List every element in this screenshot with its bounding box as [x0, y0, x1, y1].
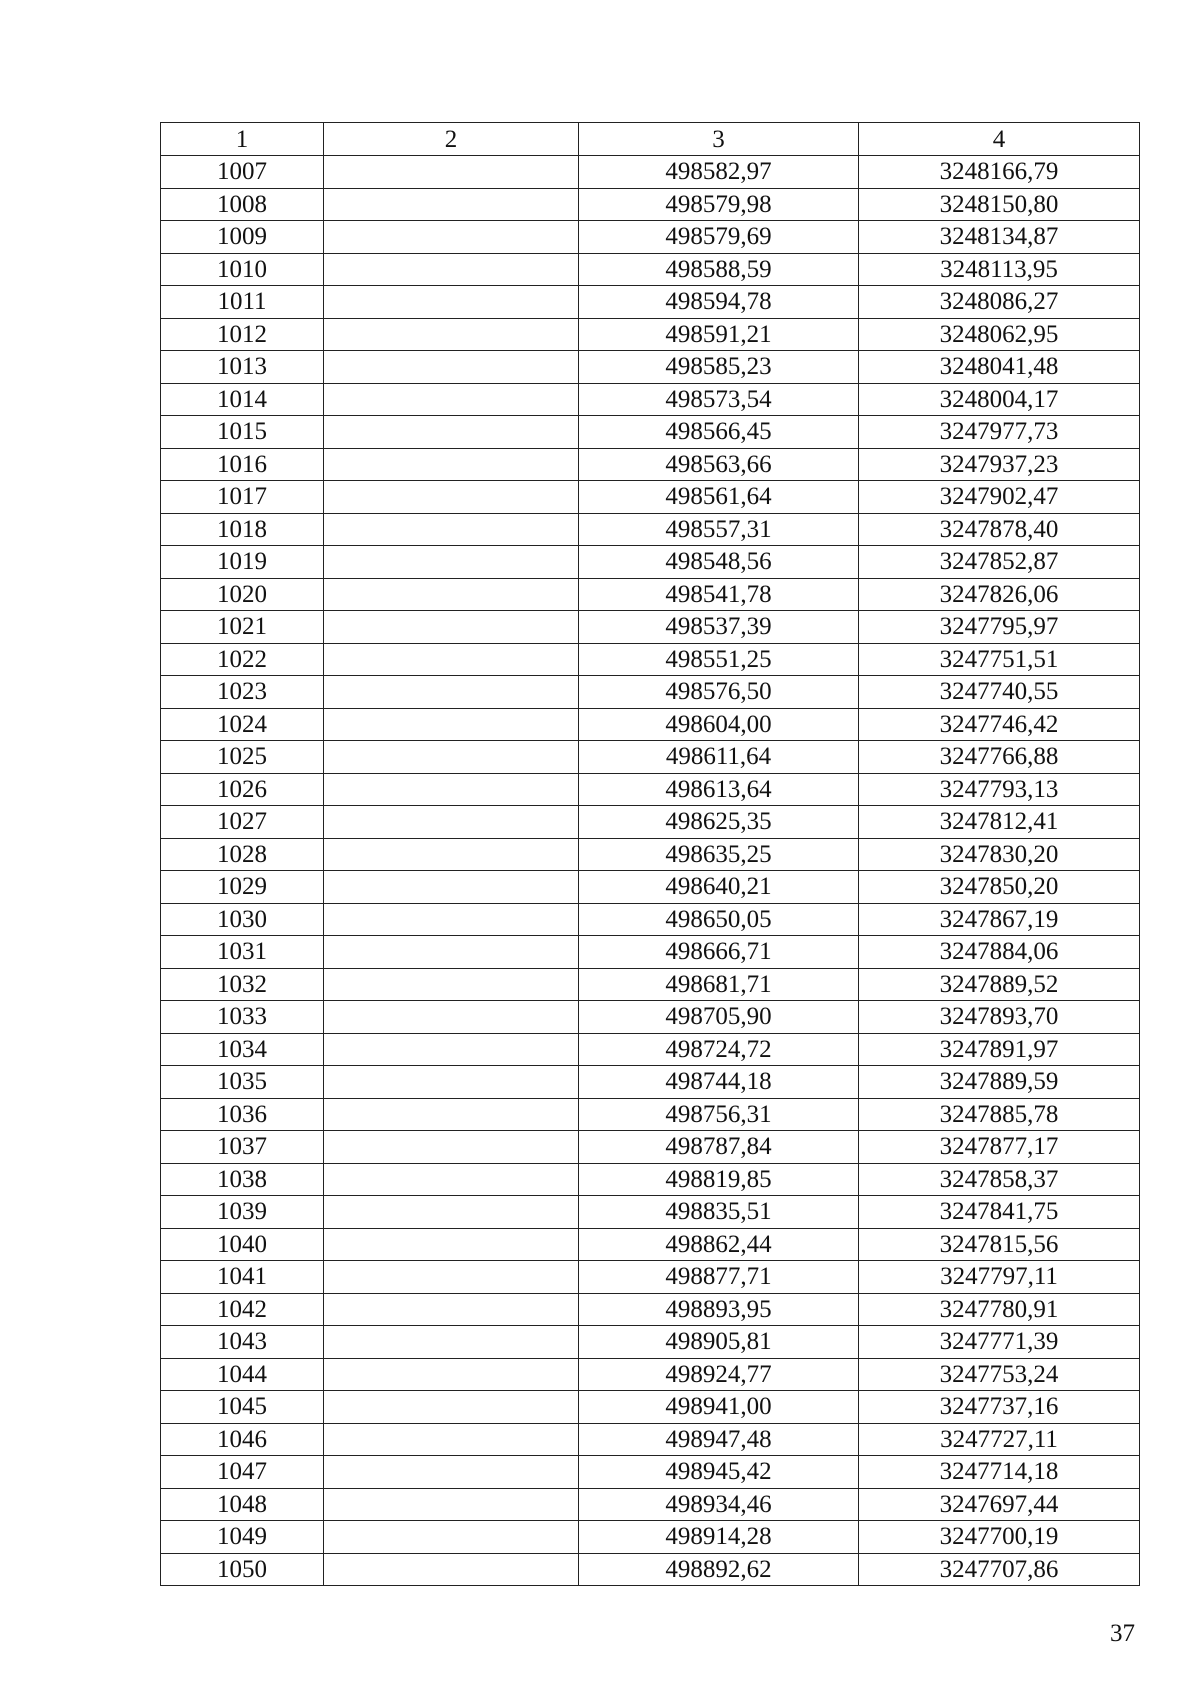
- column-header-2: 2: [324, 123, 579, 156]
- description-cell: [324, 221, 579, 254]
- description-cell: [324, 871, 579, 904]
- point-number-cell: 1014: [161, 383, 324, 416]
- point-number-cell: 1029: [161, 871, 324, 904]
- table-row: [161, 741, 1140, 774]
- y-coordinate-cell: 3247780,91: [859, 1293, 1140, 1326]
- y-coordinate-cell: 3247727,11: [859, 1423, 1140, 1456]
- y-coordinate-cell: 3247867,19: [859, 903, 1140, 936]
- table-row: [161, 286, 1140, 319]
- table-row: [161, 1163, 1140, 1196]
- x-coordinate-cell: 498724,72: [579, 1033, 859, 1066]
- point-number-cell: 1011: [161, 286, 324, 319]
- point-number-cell: 1016: [161, 448, 324, 481]
- x-coordinate-cell: 498563,66: [579, 448, 859, 481]
- x-coordinate-cell: 498541,78: [579, 578, 859, 611]
- description-cell: [324, 903, 579, 936]
- table-row: [161, 643, 1140, 676]
- x-coordinate-cell: 498625,35: [579, 806, 859, 839]
- point-number-cell: 1031: [161, 936, 324, 969]
- point-number-cell: 1027: [161, 806, 324, 839]
- table-row: [161, 351, 1140, 384]
- table-row: [161, 1131, 1140, 1164]
- x-coordinate-cell: 498582,97: [579, 156, 859, 189]
- y-coordinate-cell: 3248166,79: [859, 156, 1140, 189]
- coordinates-table: [160, 122, 1140, 1586]
- table-row: [161, 1228, 1140, 1261]
- table-row: [161, 936, 1140, 969]
- table-row: [161, 221, 1140, 254]
- table-row: [161, 416, 1140, 449]
- x-coordinate-cell: 498705,90: [579, 1001, 859, 1034]
- description-cell: [324, 1228, 579, 1261]
- description-cell: [324, 1131, 579, 1164]
- point-number-cell: 1008: [161, 188, 324, 221]
- description-cell: [324, 1391, 579, 1424]
- table-row: [161, 773, 1140, 806]
- table-row: [161, 1521, 1140, 1554]
- description-cell: [324, 448, 579, 481]
- y-coordinate-cell: 3247746,42: [859, 708, 1140, 741]
- description-cell: [324, 968, 579, 1001]
- x-coordinate-cell: 498548,56: [579, 546, 859, 579]
- x-coordinate-cell: 498892,62: [579, 1553, 859, 1586]
- description-cell: [324, 578, 579, 611]
- y-coordinate-cell: 3247841,75: [859, 1196, 1140, 1229]
- table-row: [161, 1488, 1140, 1521]
- column-header-4: 4: [859, 123, 1140, 156]
- table-row: [161, 513, 1140, 546]
- x-coordinate-cell: 498635,25: [579, 838, 859, 871]
- point-number-cell: 1007: [161, 156, 324, 189]
- description-cell: [324, 188, 579, 221]
- description-cell: [324, 838, 579, 871]
- table-row: [161, 1196, 1140, 1229]
- point-number-cell: 1019: [161, 546, 324, 579]
- table-row: [161, 1033, 1140, 1066]
- point-number-cell: 1034: [161, 1033, 324, 1066]
- table-row: [161, 383, 1140, 416]
- point-number-cell: 1046: [161, 1423, 324, 1456]
- table-row: [161, 1293, 1140, 1326]
- point-number-cell: 1020: [161, 578, 324, 611]
- y-coordinate-cell: 3247893,70: [859, 1001, 1140, 1034]
- y-coordinate-cell: 3247858,37: [859, 1163, 1140, 1196]
- y-coordinate-cell: 3247714,18: [859, 1456, 1140, 1489]
- point-number-cell: 1022: [161, 643, 324, 676]
- y-coordinate-cell: 3248041,48: [859, 351, 1140, 384]
- description-cell: [324, 481, 579, 514]
- description-cell: [324, 1261, 579, 1294]
- x-coordinate-cell: 498604,00: [579, 708, 859, 741]
- table-row: [161, 838, 1140, 871]
- table-row: [161, 253, 1140, 286]
- x-coordinate-cell: 498566,45: [579, 416, 859, 449]
- description-cell: [324, 936, 579, 969]
- y-coordinate-cell: 3247889,52: [859, 968, 1140, 1001]
- point-number-cell: 1037: [161, 1131, 324, 1164]
- point-number-cell: 1023: [161, 676, 324, 709]
- y-coordinate-cell: 3248150,80: [859, 188, 1140, 221]
- table-row: [161, 806, 1140, 839]
- x-coordinate-cell: 498835,51: [579, 1196, 859, 1229]
- x-coordinate-cell: 498756,31: [579, 1098, 859, 1131]
- description-cell: [324, 318, 579, 351]
- description-cell: [324, 351, 579, 384]
- y-coordinate-cell: 3247891,97: [859, 1033, 1140, 1066]
- table-row: [161, 481, 1140, 514]
- table-row: [161, 1456, 1140, 1489]
- point-number-cell: 1049: [161, 1521, 324, 1554]
- description-cell: [324, 1423, 579, 1456]
- x-coordinate-cell: 498893,95: [579, 1293, 859, 1326]
- description-cell: [324, 1553, 579, 1586]
- x-coordinate-cell: 498557,31: [579, 513, 859, 546]
- point-number-cell: 1041: [161, 1261, 324, 1294]
- description-cell: [324, 156, 579, 189]
- table-row: [161, 1553, 1140, 1586]
- x-coordinate-cell: 498787,84: [579, 1131, 859, 1164]
- point-number-cell: 1035: [161, 1066, 324, 1099]
- table-row: [161, 676, 1140, 709]
- table-header-row: [161, 123, 1140, 156]
- column-header-3: 3: [579, 123, 859, 156]
- x-coordinate-cell: 498877,71: [579, 1261, 859, 1294]
- y-coordinate-cell: 3247937,23: [859, 448, 1140, 481]
- point-number-cell: 1025: [161, 741, 324, 774]
- description-cell: [324, 806, 579, 839]
- table-row: [161, 708, 1140, 741]
- description-cell: [324, 1033, 579, 1066]
- point-number-cell: 1043: [161, 1326, 324, 1359]
- y-coordinate-cell: 3247707,86: [859, 1553, 1140, 1586]
- table-row: [161, 1326, 1140, 1359]
- y-coordinate-cell: 3247793,13: [859, 773, 1140, 806]
- x-coordinate-cell: 498924,77: [579, 1358, 859, 1391]
- point-number-cell: 1010: [161, 253, 324, 286]
- x-coordinate-cell: 498594,78: [579, 286, 859, 319]
- y-coordinate-cell: 3247826,06: [859, 578, 1140, 611]
- point-number-cell: 1044: [161, 1358, 324, 1391]
- y-coordinate-cell: 3247753,24: [859, 1358, 1140, 1391]
- x-coordinate-cell: 498862,44: [579, 1228, 859, 1261]
- table-row: [161, 611, 1140, 644]
- table-row: [161, 578, 1140, 611]
- point-number-cell: 1013: [161, 351, 324, 384]
- point-number-cell: 1015: [161, 416, 324, 449]
- y-coordinate-cell: 3247737,16: [859, 1391, 1140, 1424]
- y-coordinate-cell: 3247902,47: [859, 481, 1140, 514]
- y-coordinate-cell: 3247977,73: [859, 416, 1140, 449]
- y-coordinate-cell: 3247885,78: [859, 1098, 1140, 1131]
- point-number-cell: 1028: [161, 838, 324, 871]
- description-cell: [324, 1521, 579, 1554]
- y-coordinate-cell: 3248134,87: [859, 221, 1140, 254]
- y-coordinate-cell: 3248113,95: [859, 253, 1140, 286]
- point-number-cell: 1039: [161, 1196, 324, 1229]
- x-coordinate-cell: 498579,69: [579, 221, 859, 254]
- table-row: [161, 1261, 1140, 1294]
- description-cell: [324, 286, 579, 319]
- x-coordinate-cell: 498914,28: [579, 1521, 859, 1554]
- description-cell: [324, 416, 579, 449]
- point-number-cell: 1048: [161, 1488, 324, 1521]
- table-row: [161, 318, 1140, 351]
- x-coordinate-cell: 498744,18: [579, 1066, 859, 1099]
- x-coordinate-cell: 498579,98: [579, 188, 859, 221]
- table-row: [161, 968, 1140, 1001]
- point-number-cell: 1040: [161, 1228, 324, 1261]
- point-number-cell: 1017: [161, 481, 324, 514]
- y-coordinate-cell: 3247797,11: [859, 1261, 1140, 1294]
- y-coordinate-cell: 3247700,19: [859, 1521, 1140, 1554]
- table-row: [161, 156, 1140, 189]
- y-coordinate-cell: 3247795,97: [859, 611, 1140, 644]
- x-coordinate-cell: 498611,64: [579, 741, 859, 774]
- point-number-cell: 1038: [161, 1163, 324, 1196]
- x-coordinate-cell: 498537,39: [579, 611, 859, 644]
- table-row: [161, 546, 1140, 579]
- description-cell: [324, 1098, 579, 1131]
- point-number-cell: 1036: [161, 1098, 324, 1131]
- table-row: [161, 871, 1140, 904]
- description-cell: [324, 1196, 579, 1229]
- y-coordinate-cell: 3247771,39: [859, 1326, 1140, 1359]
- y-coordinate-cell: 3248004,17: [859, 383, 1140, 416]
- description-cell: [324, 1456, 579, 1489]
- table-row: [161, 1358, 1140, 1391]
- description-cell: [324, 1066, 579, 1099]
- y-coordinate-cell: 3247889,59: [859, 1066, 1140, 1099]
- description-cell: [324, 1488, 579, 1521]
- y-coordinate-cell: 3247751,51: [859, 643, 1140, 676]
- point-number-cell: 1024: [161, 708, 324, 741]
- x-coordinate-cell: 498576,50: [579, 676, 859, 709]
- point-number-cell: 1050: [161, 1553, 324, 1586]
- point-number-cell: 1026: [161, 773, 324, 806]
- description-cell: [324, 773, 579, 806]
- table-row: [161, 1391, 1140, 1424]
- x-coordinate-cell: 498941,00: [579, 1391, 859, 1424]
- y-coordinate-cell: 3247877,17: [859, 1131, 1140, 1164]
- y-coordinate-cell: 3247878,40: [859, 513, 1140, 546]
- description-cell: [324, 1326, 579, 1359]
- point-number-cell: 1030: [161, 903, 324, 936]
- point-number-cell: 1033: [161, 1001, 324, 1034]
- x-coordinate-cell: 498613,64: [579, 773, 859, 806]
- y-coordinate-cell: 3247697,44: [859, 1488, 1140, 1521]
- y-coordinate-cell: 3247850,20: [859, 871, 1140, 904]
- y-coordinate-cell: 3247852,87: [859, 546, 1140, 579]
- y-coordinate-cell: 3248086,27: [859, 286, 1140, 319]
- point-number-cell: 1009: [161, 221, 324, 254]
- description-cell: [324, 611, 579, 644]
- point-number-cell: 1032: [161, 968, 324, 1001]
- x-coordinate-cell: 498681,71: [579, 968, 859, 1001]
- description-cell: [324, 1001, 579, 1034]
- description-cell: [324, 253, 579, 286]
- table-row: [161, 1098, 1140, 1131]
- x-coordinate-cell: 498666,71: [579, 936, 859, 969]
- x-coordinate-cell: 498588,59: [579, 253, 859, 286]
- x-coordinate-cell: 498934,46: [579, 1488, 859, 1521]
- table-row: [161, 1001, 1140, 1034]
- description-cell: [324, 676, 579, 709]
- point-number-cell: 1018: [161, 513, 324, 546]
- point-number-cell: 1042: [161, 1293, 324, 1326]
- x-coordinate-cell: 498945,42: [579, 1456, 859, 1489]
- description-cell: [324, 1358, 579, 1391]
- y-coordinate-cell: 3247884,06: [859, 936, 1140, 969]
- y-coordinate-cell: 3247766,88: [859, 741, 1140, 774]
- description-cell: [324, 1293, 579, 1326]
- x-coordinate-cell: 498650,05: [579, 903, 859, 936]
- description-cell: [324, 708, 579, 741]
- y-coordinate-cell: 3248062,95: [859, 318, 1140, 351]
- point-number-cell: 1012: [161, 318, 324, 351]
- description-cell: [324, 741, 579, 774]
- table-row: [161, 903, 1140, 936]
- x-coordinate-cell: 498591,21: [579, 318, 859, 351]
- y-coordinate-cell: 3247812,41: [859, 806, 1140, 839]
- point-number-cell: 1047: [161, 1456, 324, 1489]
- description-cell: [324, 546, 579, 579]
- table-row: [161, 448, 1140, 481]
- description-cell: [324, 383, 579, 416]
- x-coordinate-cell: 498573,54: [579, 383, 859, 416]
- table-row: [161, 1423, 1140, 1456]
- y-coordinate-cell: 3247740,55: [859, 676, 1140, 709]
- description-cell: [324, 643, 579, 676]
- description-cell: [324, 513, 579, 546]
- table-row: [161, 188, 1140, 221]
- point-number-cell: 1021: [161, 611, 324, 644]
- x-coordinate-cell: 498905,81: [579, 1326, 859, 1359]
- x-coordinate-cell: 498819,85: [579, 1163, 859, 1196]
- x-coordinate-cell: 498947,48: [579, 1423, 859, 1456]
- x-coordinate-cell: 498640,21: [579, 871, 859, 904]
- table-row: [161, 1066, 1140, 1099]
- y-coordinate-cell: 3247815,56: [859, 1228, 1140, 1261]
- column-header-1: 1: [161, 123, 324, 156]
- x-coordinate-cell: 498585,23: [579, 351, 859, 384]
- table-body: [161, 156, 1140, 1586]
- x-coordinate-cell: 498561,64: [579, 481, 859, 514]
- description-cell: [324, 1163, 579, 1196]
- point-number-cell: 1045: [161, 1391, 324, 1424]
- y-coordinate-cell: 3247830,20: [859, 838, 1140, 871]
- x-coordinate-cell: 498551,25: [579, 643, 859, 676]
- page-number: 37: [1110, 1620, 1135, 1647]
